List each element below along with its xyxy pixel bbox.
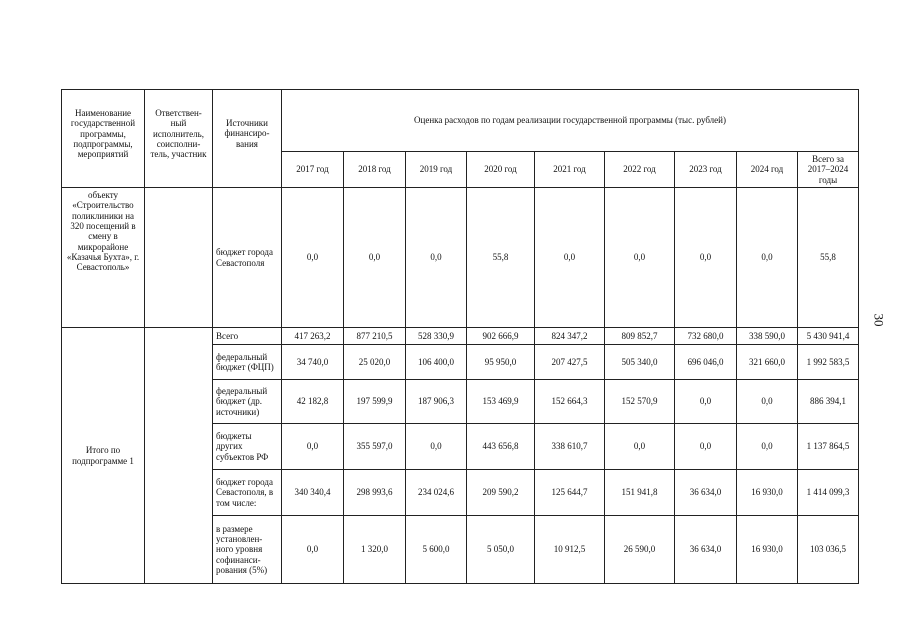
value-cell: 153 469,9 [467,380,535,424]
value-cell: 125 644,7 [535,470,605,516]
value-cell: 197 599,9 [344,380,406,424]
value-cell: 151 941,8 [605,470,675,516]
value-cell: 696 046,0 [675,345,737,380]
table-body [62,90,859,584]
header-year: 2022 год [605,152,675,188]
value-cell: 0,0 [605,188,675,328]
header-year: 2024 год [737,152,798,188]
value-cell: 5 600,0 [406,516,467,584]
value-cell: 0,0 [675,188,737,328]
value-cell: 443 656,8 [467,424,535,470]
value-cell-total: 1 137 864,5 [798,424,859,470]
source-label: федеральный бюджет (др. источники) [213,380,282,424]
value-cell: 1 320,0 [344,516,406,584]
value-cell: 152 664,3 [535,380,605,424]
header-year: 2023 год [675,152,737,188]
value-cell-total: 5 430 941,4 [798,328,859,345]
value-cell: 0,0 [675,380,737,424]
budget-table [61,89,859,584]
value-cell: 877 210,5 [344,328,406,345]
value-cell: 0,0 [737,424,798,470]
page-number: 30 [871,313,887,327]
value-cell: 25 020,0 [344,345,406,380]
value-cell: 16 930,0 [737,470,798,516]
value-cell-total: 55,8 [798,188,859,328]
value-cell: 36 634,0 [675,470,737,516]
source-label: бюджеты других субъектов РФ [213,424,282,470]
value-cell: 234 024,6 [406,470,467,516]
header-year: 2018 год [344,152,406,188]
header-estimate: Оценка расходов по годам реализации государственной программы (тыс. рублей) [282,90,859,152]
value-cell: 338 590,0 [737,328,798,345]
header-year: 2021 год [535,152,605,188]
value-cell-total: 886 394,1 [798,380,859,424]
header-row [62,90,859,152]
value-cell: 505 340,0 [605,345,675,380]
table-row [62,188,859,328]
value-cell: 0,0 [737,380,798,424]
value-cell-total: 1 992 583,5 [798,345,859,380]
value-cell: 809 852,7 [605,328,675,345]
header-name: Наименование государственной программы, подпрограммы, мероприятий [62,90,145,188]
value-cell: 95 950,0 [467,345,535,380]
value-cell: 10 912,5 [535,516,605,584]
value-cell: 0,0 [737,188,798,328]
value-cell: 187 906,3 [406,380,467,424]
value-cell: 0,0 [282,188,344,328]
value-cell: 0,0 [605,424,675,470]
table-row [62,328,859,345]
value-cell: 732 680,0 [675,328,737,345]
source-label: Всего [213,328,282,345]
value-cell: 42 182,8 [282,380,344,424]
header-year: 2017 год [282,152,344,188]
value-cell: 0,0 [535,188,605,328]
value-cell: 55,8 [467,188,535,328]
value-cell: 207 427,5 [535,345,605,380]
header-source: Источники финансиро-вания [213,90,282,188]
value-cell: 0,0 [675,424,737,470]
value-cell: 0,0 [406,188,467,328]
source-label: федеральный бюджет (ФЦП) [213,345,282,380]
value-cell: 0,0 [282,516,344,584]
value-cell: 34 740,0 [282,345,344,380]
value-cell: 340 340,4 [282,470,344,516]
value-cell: 106 400,0 [406,345,467,380]
value-cell: 355 597,0 [344,424,406,470]
object-source: бюджет города Севастополя [213,188,282,328]
value-cell: 417 263,2 [282,328,344,345]
value-cell: 152 570,9 [605,380,675,424]
value-cell: 902 666,9 [467,328,535,345]
value-cell: 321 660,0 [737,345,798,380]
value-cell: 5 050,0 [467,516,535,584]
source-label: бюджет города Севастополя, в том числе: [213,470,282,516]
value-cell: 0,0 [282,424,344,470]
value-cell: 824 347,2 [535,328,605,345]
value-cell: 0,0 [344,188,406,328]
object-name: объекту «Строительство поликлиники на 320 посещений в смену в микрорайоне «Казачья Бухта», г. Севастополь» [62,188,145,328]
total-name: Итого по подпрограмме 1 [62,328,145,584]
source-label: в размере установлен-ного уровня софинанси-рования (5%) [213,516,282,584]
value-cell: 26 590,0 [605,516,675,584]
header-executor: Ответствен-ный исполнитель, соисполни-тель, участник [145,90,213,188]
value-cell: 36 634,0 [675,516,737,584]
value-cell: 298 993,6 [344,470,406,516]
object-executor [145,188,213,328]
value-cell: 16 930,0 [737,516,798,584]
header-year-total: Всего за 2017–2024 годы [798,152,859,188]
value-cell-total: 103 036,5 [798,516,859,584]
value-cell: 209 590,2 [467,470,535,516]
value-cell-total: 1 414 099,3 [798,470,859,516]
header-year: 2020 год [467,152,535,188]
total-executor [145,328,213,584]
value-cell: 338 610,7 [535,424,605,470]
header-year: 2019 год [406,152,467,188]
value-cell: 0,0 [406,424,467,470]
value-cell: 528 330,9 [406,328,467,345]
